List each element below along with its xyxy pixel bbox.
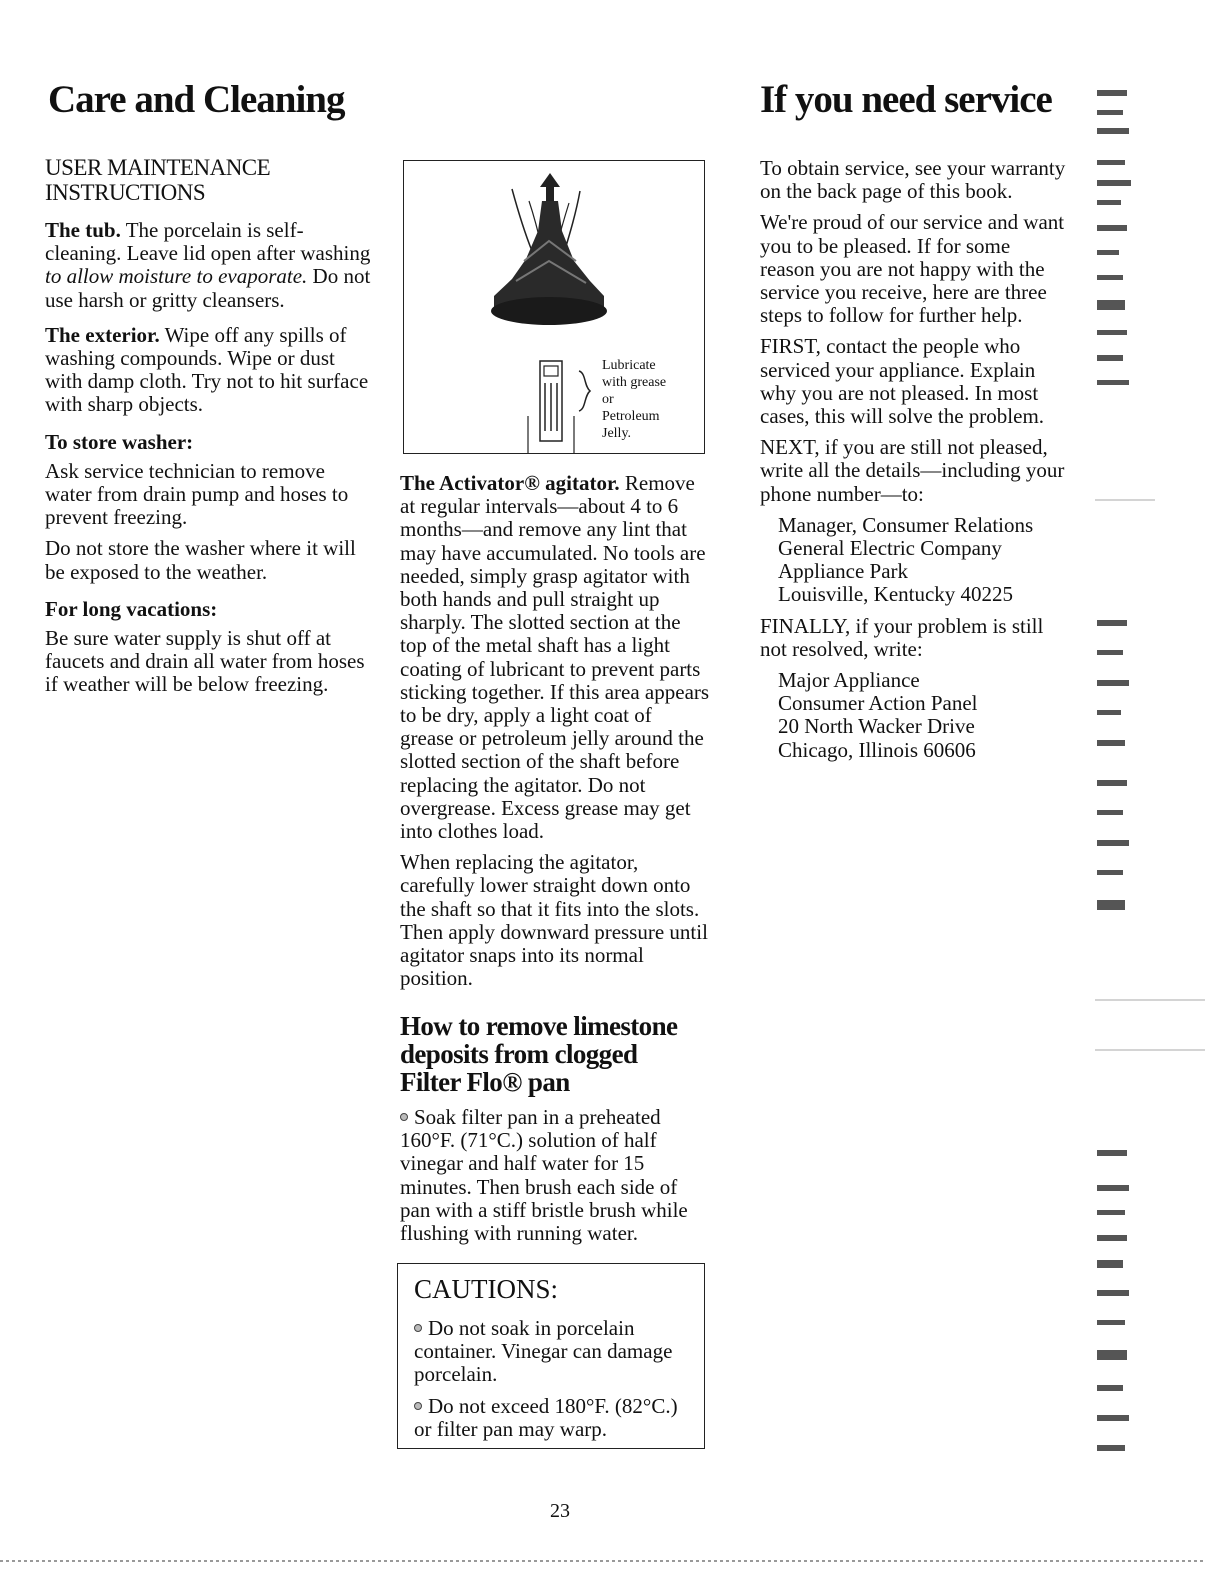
exterior-text: Wipe off any spills of washing compounds. Wipe or dust with damp cloth. Try not to hit surface with sharp objects. [45,322,369,417]
address-1-line-1: Manager, Consumer Relations [778,512,1034,537]
address-1-line-3: Appliance Park [778,559,909,584]
store-heading: To store washer: [45,429,194,454]
agitator-text: Remove at regular intervals—about 4 to 6 months—and remove any lint that may have accumulated. No tools are needed, simply grasp agitator with both hands and pull straight up sharply. The slotted section at the top of the metal shaft has a light coating of lubricant to prevent parts sticking together. If this area appears to be dry, apply a light coat of grease or petroleum jelly around the slotted section of the shaft before replacing the agitator. Do not overgrease. Excess grease may get into clothes load. [400,471,710,844]
agitator-body [494,201,604,309]
service-paragraph-3: FIRST, contact the people who serviced your appliance. Explain why you are not pleased. In most cases, this will solve the problem. [760,334,1045,429]
page-number: 23 [550,1500,570,1522]
agitator-section [400,472,710,998]
bullet-icon [414,1324,422,1332]
address-consumer-relations [760,514,1070,607]
limestone-heading-line2: deposits from clogged [400,1039,638,1069]
store-paragraph-2: Do not store the washer where it will be exposed to the weather. [45,536,356,584]
cautions-box [397,1263,705,1449]
figure-label-line3: or [602,392,614,407]
address-2-line-4: Chicago, Illinois 60606 [778,737,976,762]
tub-text-2: Do not use harsh or gritty cleansers. [45,264,371,312]
tub-text: The porcelain is self-cleaning. Leave lid open after washing [45,218,371,266]
brace-icon [579,371,590,411]
limestone-heading [400,1012,710,1096]
bullet-icon [414,1402,422,1410]
margin-tabs-decoration [1095,0,1205,1593]
figure-label-line5: Jelly. [602,426,632,441]
address-1-line-2: General Electric Company [778,536,1002,561]
figure-label-line1: Lubricate [602,358,656,373]
address-2-line-2: Consumer Action Panel [778,691,978,716]
maintenance-heading-line1: USER MAINTENANCE [45,155,271,180]
caution-item-2-text: Do not exceed 180°F. (82°C.) or filter pan may warp. [414,1393,678,1441]
address-2-line-3: 20 North Wacker Drive [778,714,975,739]
limestone-instructions [400,1106,710,1253]
agitator-paragraph [400,472,710,843]
caution-item-1 [414,1317,688,1387]
arrow-up-icon [540,173,560,201]
vacation-heading: For long vacations: [45,596,218,621]
limestone-bullet-text: Soak filter pan in a preheated 160°F. (71°C.) solution of half vinegar and half water for 15 minutes. Then brush each side of pan with a stiff bristle brush while flushing with running water. [400,1105,688,1246]
exterior-paragraph [45,324,375,417]
cautions-title: CAUTIONS: [414,1274,559,1304]
limestone-heading-line1: How to remove limestone [400,1011,678,1041]
maintenance-heading-line2: INSTRUCTIONS [45,180,206,205]
page-title-care-and-cleaning: Care and Cleaning [48,78,345,121]
agitator-figure [403,160,705,454]
figure-label [602,357,702,442]
service-paragraph-5: FINALLY, if your problem is still not resolved, write: [760,613,1044,661]
figure-label-line4: Petroleum [602,409,660,424]
tub-lead: The tub. [45,218,121,242]
agitator-paragraph-2: When replacing the agitator, carefully lower straight down onto the shaft so that it fits into the slots. Then apply downward pressure until agitator snaps into its normal position. [400,850,708,991]
address-action-panel [760,669,1070,762]
tub-italic: to allow moisture to evaporate. [45,264,308,289]
caution-item-1-text: Do not soak in porcelain container. Vinegar can damage porcelain. [414,1316,673,1387]
store-paragraph-1: Ask service technician to remove water from drain pump and hoses to prevent freezing. [45,458,349,530]
address-1-line-4: Louisville, Kentucky 40225 [778,582,1014,607]
maintenance-section [45,155,375,705]
service-paragraph-4: NEXT, if you are still not pleased, write all the details—including your phone number—to: [760,435,1065,506]
vacation-paragraph: Be sure water supply is shut off at faucets and drain all water from hoses if weather will be below freezing. [45,626,365,697]
bottom-scan-line [0,1560,1205,1562]
address-2-line-1: Major Appliance [778,668,920,693]
tub-paragraph [45,219,375,312]
limestone-bullet [400,1106,710,1245]
caution-item-2 [414,1395,688,1441]
page-title-service: If you need service [760,78,1052,121]
bullet-icon [400,1113,408,1121]
service-section [760,157,1070,770]
figure-label-line2: with grease [602,375,667,390]
maintenance-heading [45,155,375,205]
service-paragraph-1: To obtain service, see your warranty on the back page of this book. [760,156,1066,204]
agitator-lead: The Activator® agitator. [400,471,620,495]
exterior-lead: The exterior. [45,322,160,347]
limestone-heading-line3: Filter Flo® pan [400,1067,570,1097]
service-paragraph-2: We're proud of our service and want you to be pleased. If for some reason you are not happy with the service you receive, here are three steps to follow for further help. [760,210,1065,328]
